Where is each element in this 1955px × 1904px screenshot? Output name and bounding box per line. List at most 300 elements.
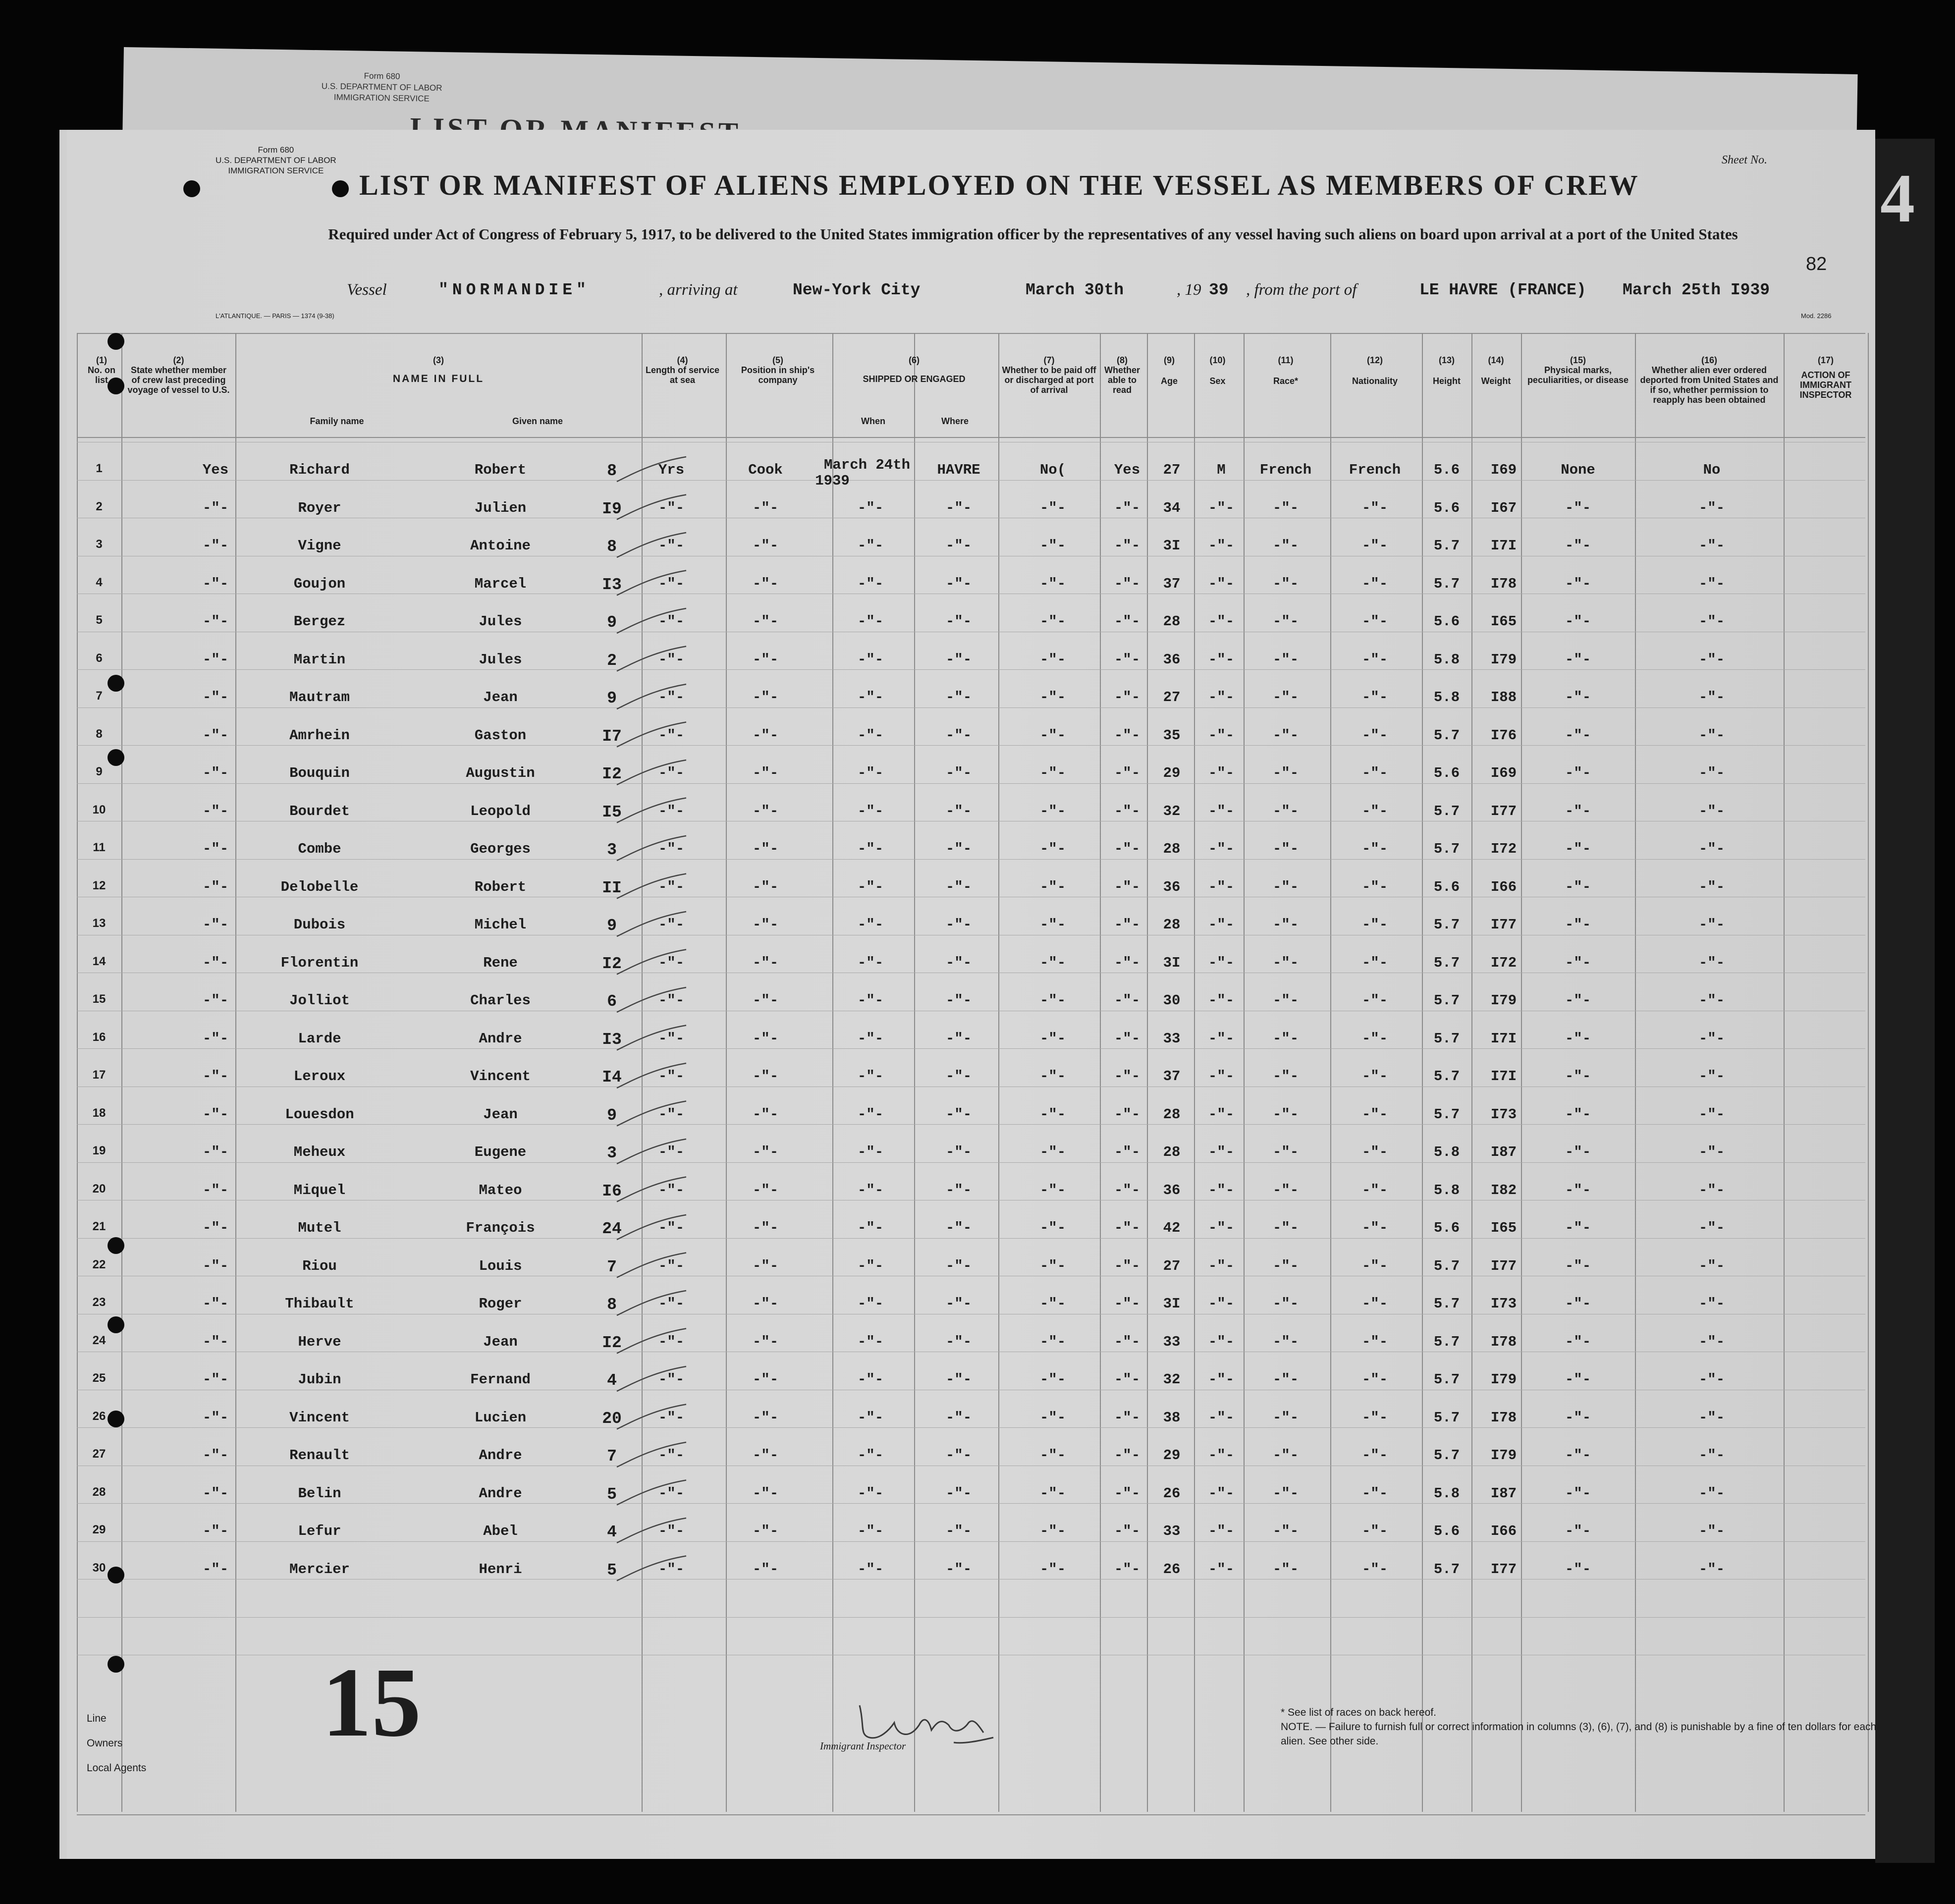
height-cell: 5.7 (1433, 1561, 1460, 1578)
prev-voyage-cell: -"- (202, 1144, 229, 1160)
able-to-read-cell: -"- (1114, 1447, 1140, 1464)
family-name-cell: Dubois (293, 917, 346, 933)
nationality-cell: -"- (1361, 1409, 1388, 1426)
col5-header (726, 355, 830, 385)
position-cell: -"- (752, 575, 779, 592)
given-name-cell: Robert (474, 878, 527, 895)
service-unit-cell: -"- (658, 1220, 685, 1236)
service-years-cell: I2 (602, 954, 622, 973)
shipped-where-cell: -"- (945, 1485, 972, 1502)
shipped-when-cell: -"- (857, 803, 884, 819)
weight-cell: I69 (1490, 765, 1517, 781)
row-number: 15 (92, 992, 106, 1006)
col8-header (1100, 355, 1144, 395)
race-cell: -"- (1272, 1409, 1299, 1426)
service-years-cell: I9 (602, 499, 622, 518)
position-cell: -"- (752, 803, 779, 819)
row-number: 4 (96, 575, 103, 589)
stamped-sheet-number: 15 (322, 1648, 421, 1757)
physical-marks-cell: -"- (1565, 1144, 1591, 1160)
nationality-cell: -"- (1361, 765, 1388, 781)
row-number: 10 (92, 803, 106, 816)
service-unit-cell: -"- (658, 1068, 685, 1085)
given-name-cell: Jules (479, 651, 522, 668)
height-cell: 5.6 (1433, 878, 1460, 895)
able-to-read-cell: -"- (1114, 499, 1140, 516)
race-cell: -"- (1272, 1220, 1299, 1236)
service-unit-cell: -"- (658, 1182, 685, 1198)
sex-cell: -"- (1208, 613, 1235, 630)
col14-header (1472, 355, 1520, 386)
row-number: 3 (96, 538, 103, 551)
weight-cell: I77 (1490, 1561, 1517, 1578)
nationality-cell: -"- (1361, 954, 1388, 971)
shipped-when-cell: -"- (857, 1371, 884, 1388)
family-name-cell: Meheux (293, 1144, 346, 1160)
weight-cell: I66 (1490, 1523, 1517, 1539)
punch-hole (108, 1656, 124, 1673)
column-rule (832, 333, 833, 1812)
given-name-cell: Louis (479, 1257, 522, 1274)
height-cell: 5.7 (1433, 538, 1460, 554)
sex-cell: -"- (1208, 954, 1235, 971)
physical-marks-cell: -"- (1565, 499, 1591, 516)
column-rule (1100, 333, 1101, 1812)
shipped-when-cell: -"- (857, 841, 884, 857)
col3-number: (3) (433, 355, 444, 365)
service-years-cell: 7 (607, 1257, 617, 1276)
row-number: 1 (96, 462, 103, 475)
race-cell: -"- (1272, 1485, 1299, 1502)
race-cell: -"- (1272, 575, 1299, 592)
punch-hole (108, 333, 124, 350)
height-cell: 5.8 (1433, 1182, 1460, 1198)
sex-cell: M (1217, 462, 1226, 478)
physical-marks-cell: -"- (1565, 878, 1591, 895)
row-number: 6 (96, 651, 103, 665)
col8-number: (8) (1117, 355, 1128, 365)
note-text: Failure to furnish full or correct information in columns (3), (6), (7), and (8) is punishable by a fine of ten dollars for each alien. See other side. (1281, 1721, 1877, 1747)
service-unit-cell: -"- (658, 1030, 685, 1047)
given-name-cell: Charles (470, 992, 531, 1009)
service-years-cell: I2 (602, 1333, 622, 1352)
family-name-cell: Martin (293, 651, 346, 668)
sheet-number-label: Sheet No. (1722, 154, 1767, 166)
physical-marks-cell: -"- (1565, 1296, 1591, 1312)
age-cell: 33 (1163, 1523, 1181, 1539)
age-cell: 3I (1163, 1296, 1181, 1312)
age-cell: 32 (1163, 803, 1181, 819)
weight-cell: I79 (1490, 992, 1517, 1009)
row-number: 28 (92, 1485, 106, 1499)
arriving-port: New-York City (793, 281, 921, 299)
service-years-cell: 8 (607, 1296, 617, 1314)
given-name-cell: Michel (474, 917, 527, 933)
weight-cell: I87 (1490, 1485, 1517, 1502)
able-to-read-cell: -"- (1114, 1523, 1140, 1539)
given-name-cell: Antoine (470, 538, 531, 554)
family-name-cell: Renault (289, 1447, 350, 1464)
sex-cell: -"- (1208, 727, 1235, 744)
manifest-page (67, 130, 1875, 1859)
family-name-cell: Thibault (285, 1296, 354, 1312)
height-cell: 5.8 (1433, 651, 1460, 668)
sex-cell: -"- (1208, 1561, 1235, 1578)
paid-off-cell: -"- (1039, 992, 1066, 1009)
able-to-read-cell: -"- (1114, 1068, 1140, 1085)
physical-marks-cell: -"- (1565, 992, 1591, 1009)
family-name-cell: Bouquin (289, 765, 350, 781)
col17-header (1784, 355, 1868, 400)
position-cell: -"- (752, 499, 779, 516)
family-name-cell: Mautram (289, 689, 350, 706)
row-rule (77, 783, 1865, 784)
paid-off-cell: -"- (1039, 1523, 1066, 1539)
col4-number: (4) (677, 355, 688, 365)
position-cell: -"- (752, 1333, 779, 1350)
paid-off-cell: -"- (1039, 1182, 1066, 1198)
col9-number: (9) (1164, 355, 1175, 365)
age-cell: 27 (1163, 689, 1181, 706)
col2-header (125, 355, 232, 395)
prev-voyage-cell: -"- (202, 841, 229, 857)
prev-voyage-cell: -"- (202, 1409, 229, 1426)
paid-off-cell: -"- (1039, 1030, 1066, 1047)
physical-marks-cell: -"- (1565, 1409, 1591, 1426)
behind-form-number: Form 680 (364, 71, 400, 81)
nationality-cell: -"- (1361, 1257, 1388, 1274)
height-cell: 5.7 (1433, 1106, 1460, 1123)
position-cell: -"- (752, 1068, 779, 1085)
form-model-number: Mod. 2286 (1801, 312, 1832, 320)
age-cell: 35 (1163, 727, 1181, 744)
shipped-when-cell: -"- (857, 917, 884, 933)
shipped-where-cell: -"- (945, 499, 972, 516)
height-cell: 5.8 (1433, 689, 1460, 706)
height-cell: 5.7 (1433, 803, 1460, 819)
shipped-where-cell: -"- (945, 1371, 972, 1388)
nationality-cell: -"- (1361, 613, 1388, 630)
height-cell: 5.7 (1433, 1371, 1460, 1388)
sex-cell: -"- (1208, 1371, 1235, 1388)
prev-voyage-cell: -"- (202, 878, 229, 895)
footer-line-label: Line (87, 1713, 107, 1724)
col6-where-subheader: Where (941, 416, 969, 426)
family-name-cell: Amrhein (289, 727, 350, 744)
position-cell: -"- (752, 917, 779, 933)
weight-cell: I67 (1490, 499, 1517, 516)
service-unit-cell: -"- (658, 803, 685, 819)
shipped-where-cell: -"- (945, 765, 972, 781)
service-unit-cell: -"- (658, 1523, 685, 1539)
col12-header (1330, 355, 1419, 386)
height-cell: 5.6 (1433, 1220, 1460, 1236)
shipped-when-cell: -"- (857, 613, 884, 630)
col13-number: (13) (1438, 355, 1455, 365)
able-to-read-cell: -"- (1114, 1106, 1140, 1123)
col4-label: Length of service at sea (645, 365, 720, 385)
sex-cell: -"- (1208, 1068, 1235, 1085)
deported-cell: -"- (1698, 954, 1725, 971)
weight-cell: I79 (1490, 1447, 1517, 1464)
punch-hole (108, 1411, 124, 1427)
service-years-cell: 20 (602, 1409, 622, 1428)
departure-date: March 25th I939 (1623, 281, 1770, 299)
col6-label: SHIPPED OR ENGAGED (863, 374, 966, 384)
weight-cell: I79 (1490, 651, 1517, 668)
given-name-cell: Roger (479, 1296, 522, 1312)
row-rule (77, 859, 1865, 860)
prev-voyage-cell: -"- (202, 1068, 229, 1085)
column-rule (726, 333, 727, 1812)
paid-off-cell: -"- (1039, 1409, 1066, 1426)
physical-marks-cell: -"- (1565, 689, 1591, 706)
given-name-cell: Andre (479, 1485, 522, 1502)
column-rule (1471, 333, 1472, 1812)
family-name-cell: Vigne (298, 538, 341, 554)
height-cell: 5.8 (1433, 1485, 1460, 1502)
physical-marks-cell: -"- (1565, 727, 1591, 744)
sex-cell: -"- (1208, 575, 1235, 592)
nationality-cell: -"- (1361, 538, 1388, 554)
given-name-cell: Mateo (479, 1182, 522, 1198)
weight-cell: I78 (1490, 1333, 1517, 1350)
nationality-cell: -"- (1361, 878, 1388, 895)
given-name-cell: Gaston (474, 727, 527, 744)
sex-cell: -"- (1208, 689, 1235, 706)
family-name-cell: Royer (298, 499, 341, 516)
weight-cell: I79 (1490, 1371, 1517, 1388)
deported-cell: No (1703, 462, 1721, 478)
paid-off-cell: -"- (1039, 1447, 1066, 1464)
row-rule (77, 1617, 1865, 1618)
punch-hole (108, 1237, 124, 1254)
paid-off-cell: -"- (1039, 1144, 1066, 1160)
col10-header (1194, 355, 1241, 386)
service-years-cell: 8 (607, 462, 617, 480)
able-to-read-cell: -"- (1114, 689, 1140, 706)
service-years-cell: 5 (607, 1485, 617, 1504)
shipped-when-cell: -"- (857, 1106, 884, 1123)
table-top-rule (77, 333, 1865, 334)
service-years-cell: 8 (607, 538, 617, 556)
able-to-read-cell: -"- (1114, 917, 1140, 933)
col6-when-subheader: When (861, 416, 885, 426)
physical-marks-cell: -"- (1565, 1333, 1591, 1350)
deported-cell: -"- (1698, 841, 1725, 857)
punch-hole (108, 1567, 124, 1583)
given-name-cell: Andre (479, 1030, 522, 1047)
service-years-cell: I7 (602, 727, 622, 746)
col14-label: Weight (1481, 376, 1511, 386)
column-rule (1868, 333, 1869, 1812)
race-cell: -"- (1272, 992, 1299, 1009)
paid-off-cell: -"- (1039, 917, 1066, 933)
given-name-cell: François (466, 1220, 535, 1236)
prev-voyage-cell: -"- (202, 917, 229, 933)
shipped-where-cell: -"- (945, 1523, 972, 1539)
age-cell: 28 (1163, 841, 1181, 857)
shipped-when-cell: -"- (857, 1447, 884, 1464)
age-cell: 30 (1163, 992, 1181, 1009)
height-cell: 5.6 (1433, 1523, 1460, 1539)
service-years-cell: 24 (602, 1220, 622, 1238)
col10-number: (10) (1209, 355, 1226, 365)
race-cell: -"- (1272, 689, 1299, 706)
inspector-label: Immigrant Inspector (820, 1740, 906, 1752)
race-cell: -"- (1272, 954, 1299, 971)
nationality-cell: -"- (1361, 1523, 1388, 1539)
col4-header (642, 355, 723, 385)
sex-cell: -"- (1208, 538, 1235, 554)
deported-cell: -"- (1698, 575, 1725, 592)
col5-number: (5) (772, 355, 783, 365)
sex-cell: -"- (1208, 765, 1235, 781)
deported-cell: -"- (1698, 651, 1725, 668)
service-years-cell: II (602, 878, 622, 897)
paid-off-cell: -"- (1039, 689, 1066, 706)
prev-voyage-cell: -"- (202, 765, 229, 781)
shipped-where-cell: -"- (945, 1182, 972, 1198)
given-name-cell: Lucien (474, 1409, 527, 1426)
service-years-cell: 9 (607, 689, 617, 707)
physical-marks-cell: -"- (1565, 841, 1591, 857)
paid-off-cell: No( (1039, 462, 1066, 478)
able-to-read-cell: -"- (1114, 1333, 1140, 1350)
weight-cell: I78 (1490, 575, 1517, 592)
age-cell: 27 (1163, 462, 1181, 478)
sex-cell: -"- (1208, 1296, 1235, 1312)
form-service: IMMIGRATION SERVICE (228, 166, 324, 175)
service-years-cell: I3 (602, 1030, 622, 1049)
row-rule (77, 1427, 1865, 1428)
paid-off-cell: -"- (1039, 499, 1066, 516)
service-years-cell: 5 (607, 1561, 617, 1579)
race-cell: -"- (1272, 765, 1299, 781)
position-cell: -"- (752, 1447, 779, 1464)
service-unit-cell: -"- (658, 1561, 685, 1578)
nationality-cell: -"- (1361, 841, 1388, 857)
column-rule (1784, 333, 1785, 1812)
height-cell: 5.7 (1433, 917, 1460, 933)
prev-voyage-cell: -"- (202, 1106, 229, 1123)
col16-label: Whether alien ever ordered deported from United States and if so, whether permission to reapply has been obtained (1640, 365, 1779, 405)
service-years-cell: 9 (607, 917, 617, 935)
race-cell: -"- (1272, 1106, 1299, 1123)
column-rule (998, 333, 999, 1812)
family-name-cell: Lefur (298, 1523, 341, 1539)
service-unit-cell: -"- (658, 727, 685, 744)
col11-number: (11) (1278, 355, 1294, 365)
col9-header (1147, 355, 1192, 386)
weight-cell: I82 (1490, 1182, 1517, 1198)
weight-cell: I87 (1490, 1144, 1517, 1160)
row-rule (77, 1048, 1865, 1049)
age-cell: 32 (1163, 1371, 1181, 1388)
able-to-read-cell: -"- (1114, 1182, 1140, 1198)
position-cell: -"- (752, 841, 779, 857)
sex-cell: -"- (1208, 1333, 1235, 1350)
nationality-cell: -"- (1361, 992, 1388, 1009)
race-cell: -"- (1272, 1447, 1299, 1464)
position-cell: -"- (752, 954, 779, 971)
deported-cell: -"- (1698, 1106, 1725, 1123)
position-cell: -"- (752, 1485, 779, 1502)
form-block (216, 145, 336, 176)
row-number: 26 (92, 1409, 106, 1423)
from-port-label: , from the port of (1246, 281, 1357, 299)
height-cell: 5.7 (1433, 841, 1460, 857)
punch-hole (108, 1316, 124, 1333)
col15-header (1521, 355, 1635, 385)
paid-off-cell: -"- (1039, 1485, 1066, 1502)
prev-voyage-cell: -"- (202, 803, 229, 819)
position-cell: -"- (752, 1220, 779, 1236)
given-name-cell: Henri (479, 1561, 522, 1578)
given-name-cell: Rene (483, 954, 518, 971)
shipped-where-cell: -"- (945, 917, 972, 933)
physical-marks-cell: -"- (1565, 575, 1591, 592)
nationality-cell: -"- (1361, 689, 1388, 706)
weight-cell: I77 (1490, 1257, 1517, 1274)
sex-cell: -"- (1208, 917, 1235, 933)
row-rule (77, 1238, 1865, 1239)
able-to-read-cell: -"- (1114, 803, 1140, 819)
sex-cell: -"- (1208, 1447, 1235, 1464)
age-cell: 38 (1163, 1409, 1181, 1426)
row-rule (77, 669, 1865, 670)
able-to-read-cell: -"- (1114, 992, 1140, 1009)
position-cell: -"- (752, 613, 779, 630)
deported-cell: -"- (1698, 1561, 1725, 1578)
punch-hole (108, 749, 124, 766)
col11-label: Race* (1273, 376, 1299, 386)
race-cell: -"- (1272, 1371, 1299, 1388)
weight-cell: I72 (1490, 954, 1517, 971)
form-number: Form 680 (258, 145, 294, 155)
age-cell: 3I (1163, 538, 1181, 554)
col6-header (832, 355, 996, 384)
paid-off-cell: -"- (1039, 651, 1066, 668)
family-name-cell: Belin (298, 1485, 341, 1502)
row-number: 24 (92, 1333, 106, 1347)
height-cell: 5.7 (1433, 1296, 1460, 1312)
able-to-read-cell: -"- (1114, 575, 1140, 592)
col6-number: (6) (909, 355, 920, 365)
position-cell: -"- (752, 727, 779, 744)
sex-cell: -"- (1208, 1523, 1235, 1539)
prev-voyage-cell: -"- (202, 651, 229, 668)
service-unit-cell: -"- (658, 992, 685, 1009)
age-cell: 36 (1163, 651, 1181, 668)
sex-cell: -"- (1208, 878, 1235, 895)
nationality-cell: -"- (1361, 917, 1388, 933)
able-to-read-cell: -"- (1114, 538, 1140, 554)
printer-imprint: L'ATLANTIQUE. — PARIS — 1374 (9-38) (216, 312, 334, 320)
position-cell: -"- (752, 651, 779, 668)
paid-off-cell: -"- (1039, 1371, 1066, 1388)
given-name-cell: Augustin (466, 765, 535, 781)
height-cell: 5.7 (1433, 1068, 1460, 1085)
row-number: 12 (92, 878, 106, 892)
col15-number: (15) (1570, 355, 1586, 365)
race-cell: -"- (1272, 651, 1299, 668)
deported-cell: -"- (1698, 1296, 1725, 1312)
deported-cell: -"- (1698, 1068, 1725, 1085)
height-cell: 5.7 (1433, 1409, 1460, 1426)
position-cell: -"- (752, 1144, 779, 1160)
shipped-when-cell: -"- (857, 954, 884, 971)
